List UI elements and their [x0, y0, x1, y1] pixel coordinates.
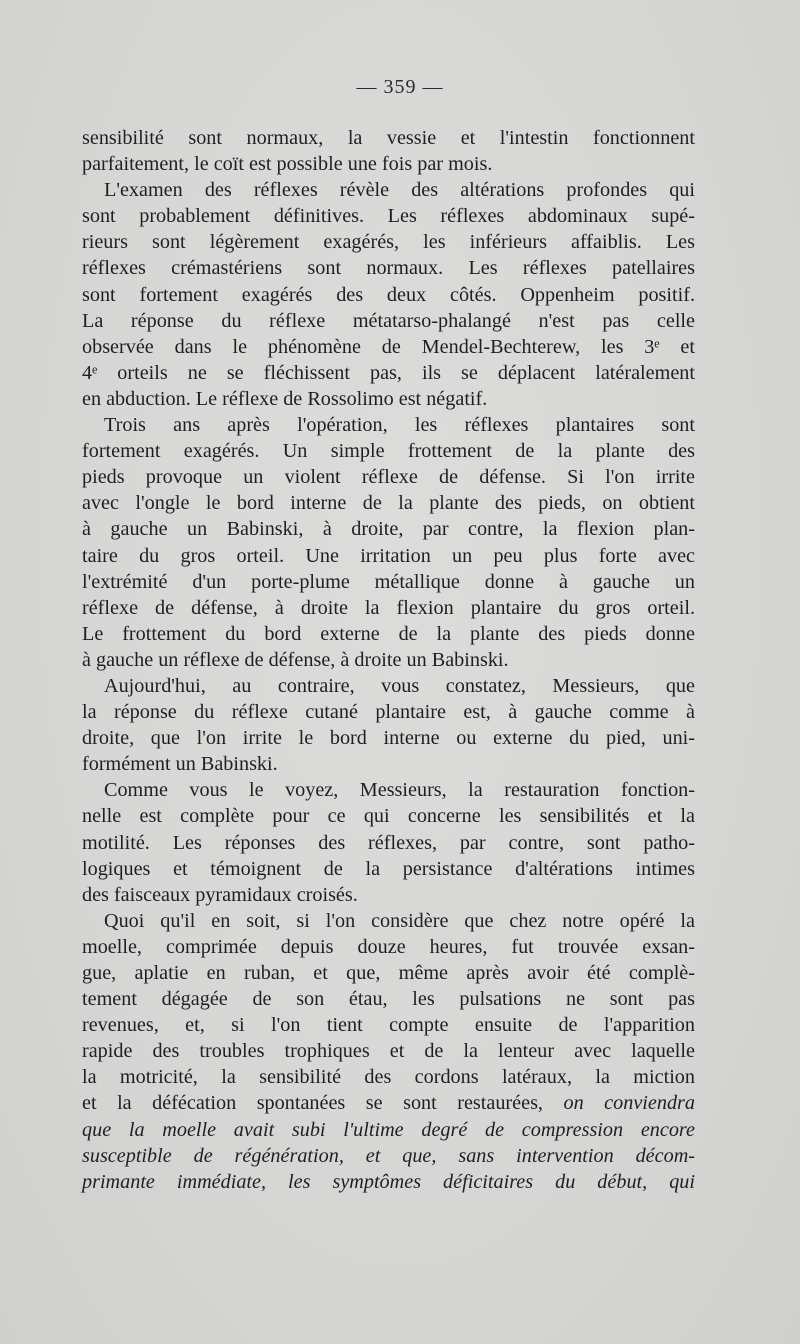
- line-text: La réponse du réflexe métatarso-phalangé n'est pas celle: [82, 309, 695, 332]
- text-line: [82, 229, 695, 255]
- text-line: [82, 203, 695, 229]
- line-text: sont fortement exagérés des deux côtés. Oppenheim positif.: [82, 283, 695, 306]
- text-line: [82, 830, 695, 856]
- line-text: formément un Babinski.: [82, 753, 278, 776]
- text-line: [82, 334, 695, 360]
- text-line: [82, 1038, 695, 1064]
- line-text: rapide des troubles trophiques et de la lenteur avec laquelle: [82, 1040, 695, 1063]
- line-text: Trois ans après l'opération, les réflexes plantaires sont: [104, 414, 695, 437]
- text-line: [82, 516, 695, 542]
- text-line: [82, 1169, 695, 1195]
- line-text: et la défécation spontanées se sont restaurées,: [82, 1092, 543, 1115]
- text-line: [82, 177, 695, 203]
- text-line: [82, 386, 695, 412]
- text-line: [82, 438, 695, 464]
- line-text: rieurs sont légèrement exagérés, les inférieurs affaiblis. Les: [82, 231, 695, 254]
- text-line: [82, 543, 695, 569]
- line-text: 4ᵉ orteils ne se fléchissent pas, ils se déplacent latéralement: [82, 361, 695, 384]
- line-text: motilité. Les réponses des réflexes, par contre, sont patho-: [82, 831, 695, 854]
- text-line: [82, 464, 695, 490]
- text-line: [82, 621, 695, 647]
- line-text: la motricité, la sensibilité des cordons latéraux, la miction: [82, 1066, 695, 1089]
- text-line: [82, 255, 695, 281]
- text-line: [82, 856, 695, 882]
- text-line: [82, 986, 695, 1012]
- line-text: à gauche un réflexe de défense, à droite un Babinski.: [82, 648, 509, 671]
- text-line: [82, 960, 695, 986]
- line-text: fortement exagérés. Un simple frottement de la plante des: [82, 440, 695, 463]
- line-text: réflexes crémastériens sont normaux. Les réflexes patellaires: [82, 257, 695, 280]
- line-text: susceptible de régénération, et que, sans intervention décom-: [82, 1144, 695, 1167]
- line-text: sont probablement définitives. Les réflexes abdominaux supé-: [82, 205, 695, 228]
- line-text: revenues, et, si l'on tient compte ensuite de l'apparition: [82, 1014, 695, 1037]
- page-number: — 359 —: [356, 76, 444, 98]
- line-text: parfaitement, le coït est possible une fois par mois.: [82, 153, 493, 176]
- text-line: [82, 1012, 695, 1038]
- text-line: [82, 673, 695, 699]
- text-line: [82, 882, 695, 908]
- line-text: tement dégagée de son étau, les pulsations ne sont pas: [82, 988, 695, 1011]
- text-line: [82, 569, 695, 595]
- text-line: [82, 725, 695, 751]
- line-text: pieds provoque un violent réflexe de défense. Si l'on irrite: [82, 466, 695, 489]
- text-line: [82, 412, 695, 438]
- line-text: L'examen des réflexes révèle des altérations profondes qui: [104, 179, 695, 202]
- line-text: la réponse du réflexe cutané plantaire est, à gauche comme à: [82, 701, 695, 724]
- line-text: en abduction. Le réflexe de Rossolimo est négatif.: [82, 387, 488, 410]
- line-text: primante immédiate, les symptômes déficitaires du début, qui: [82, 1170, 695, 1193]
- line-text: Le frottement du bord externe de la plante des pieds donne: [82, 622, 695, 645]
- text-line: [82, 1117, 695, 1143]
- line-text: Comme vous le voyez, Messieurs, la restauration fonction-: [104, 779, 695, 802]
- line-text: nelle est complète pour ce qui concerne les sensibilités et la: [82, 805, 695, 828]
- line-text: droite, que l'on irrite le bord interne ou externe du pied, uni-: [82, 727, 695, 750]
- line-text: Quoi qu'il en soit, si l'on considère que chez notre opéré la: [104, 909, 695, 932]
- line-text: observée dans le phénomène de Mendel-Bechterew, les 3ᵉ et: [82, 335, 695, 358]
- text-line: [82, 1090, 695, 1116]
- text-line: [82, 699, 695, 725]
- text-line: [82, 751, 695, 777]
- text-line: [82, 647, 695, 673]
- text-line: [82, 360, 695, 386]
- line-text: à gauche un Babinski, à droite, par contre, la flexion plan-: [82, 518, 695, 541]
- line-text: réflexe de défense, à droite la flexion plantaire du gros orteil.: [82, 596, 695, 619]
- text-line: [82, 282, 695, 308]
- text-line: [82, 125, 695, 151]
- line-text: des faisceaux pyramidaux croisés.: [82, 883, 358, 906]
- line-text: que la moelle avait subi l'ultime degré de compression encore: [82, 1118, 695, 1141]
- text-line: [82, 934, 695, 960]
- text-line: [82, 595, 695, 621]
- line-text: gue, aplatie en ruban, et que, même après avoir été complè-: [82, 962, 695, 984]
- line-text: Aujourd'hui, au contraire, vous constatez, Messieurs, que: [104, 674, 695, 697]
- line-italic-text: on conviendra: [563, 1092, 695, 1115]
- text-line: [82, 908, 695, 934]
- line-text: avec l'ongle le bord interne de la plante des pieds, on obtient: [82, 492, 695, 515]
- line-text: l'extrémité d'un porte-plume métallique donne à gauche un: [82, 570, 695, 593]
- body-text: [82, 125, 695, 1195]
- text-line: [82, 777, 695, 803]
- line-text: sensibilité sont normaux, la vessie et l'intestin fonctionnent: [82, 127, 695, 149]
- text-line: [82, 490, 695, 516]
- text-line: [82, 803, 695, 829]
- line-text: logiques et témoignent de la persistance d'altérations intimes: [82, 857, 695, 880]
- text-line: [82, 308, 695, 334]
- line-text: taire du gros orteil. Une irritation un peu plus forte avec: [82, 544, 695, 567]
- text-line: [82, 1064, 695, 1090]
- text-line: [82, 1143, 695, 1169]
- line-text: moelle, comprimée depuis douze heures, fut trouvée exsan-: [82, 935, 695, 958]
- text-line: [82, 151, 695, 177]
